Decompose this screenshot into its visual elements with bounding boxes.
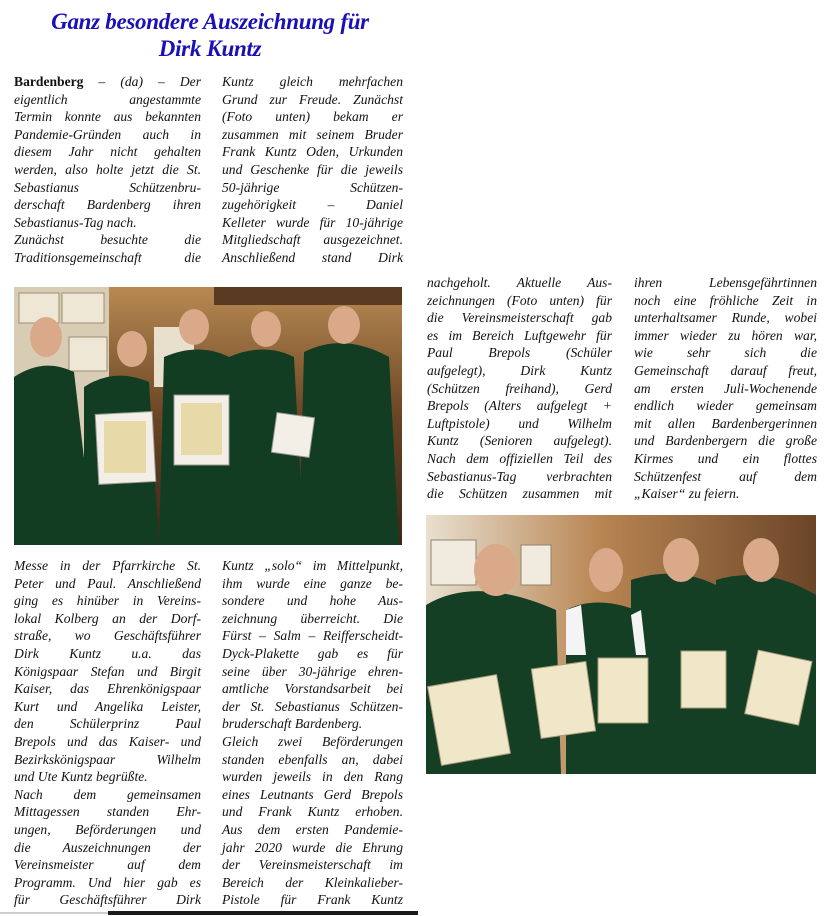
text-line: ungen, Beförderungen und: [14, 821, 201, 837]
text-line: Nach dem gemeinsamen: [14, 786, 201, 802]
text-line: Königspaar Stefan und Birgit: [14, 663, 201, 679]
text-line: die Vereinsmeisterschaft gab: [427, 310, 612, 326]
text-line: ihren Lebensgefährtinnen: [634, 275, 817, 290]
text-line: bruderschaft Bardenberg.: [222, 716, 363, 732]
photo-five-men-certificates: [14, 287, 402, 545]
text-line: standen ebenfalls an, dabei: [222, 751, 403, 767]
text-line: aufgelegt), Dirk Kuntz: [427, 362, 612, 378]
text-line: amtliche Vorstandsarbeit bei: [222, 681, 403, 697]
text-line: ging es hinüber in Vereins-: [14, 593, 201, 609]
text-line: Termin konnte aus bekannten: [14, 109, 201, 125]
text-line: Fürst – Salm – Reifferscheidt-: [222, 628, 403, 644]
text-line: die Schützen zusammen mit: [427, 486, 612, 502]
dateline: Bardenberg: [14, 74, 99, 89]
photo-2-illustration: [426, 515, 816, 774]
text-line: derschaft Bardenberg ihren: [14, 197, 201, 213]
text-line: Kaiser, das Ehrenkönigspaar: [14, 681, 201, 697]
text-line: Peter und Paul. Anschließend: [14, 575, 201, 591]
text-line: und Ute Kuntz begrüßte.: [14, 769, 148, 785]
text-line: und Frank Kuntz erhoben.: [222, 804, 403, 820]
text-line: endlich wieder gemeinsam: [634, 398, 817, 414]
text-line: jahr 2020 wurde die Ehrung: [222, 839, 403, 855]
text-line: Bezirkskönigspaar Wilhelm: [14, 751, 201, 767]
text-column-2b: [222, 557, 403, 909]
text-line: eines Leutnants Gerd Brepols: [222, 786, 403, 802]
photo-four-club-champions: [426, 515, 816, 774]
text-column-1a: [14, 73, 201, 267]
text-line: und Geschenke für die jeweils: [222, 161, 403, 177]
text-line: Nach dem offiziellen Teil des: [427, 450, 612, 466]
text-line: der St. Sebastianus Schützen-: [222, 698, 403, 714]
text-line: zugehörigkeit – Daniel: [222, 197, 403, 213]
text-line: ihm wurde eine ganze be-: [222, 575, 403, 591]
text-line: werden, also holte jetzt die St.: [14, 161, 201, 177]
text-line: Grund zur Freude. Zunächst: [222, 91, 403, 107]
text-line: Dirk Kuntz u.a. das: [14, 645, 201, 661]
text-column-3a: [427, 274, 612, 503]
text-line: Kurt und Angelika Leister,: [14, 698, 201, 714]
title-line-2: Dirk Kuntz: [158, 36, 262, 61]
text-line: die Auszeichnungen der: [14, 839, 201, 855]
text-line: Sebastianus-Tag nach.: [14, 214, 137, 230]
text-line: Kirmes und ein flottes: [634, 450, 817, 466]
text-line: Mitgliedschaft ausgezeichnet.: [222, 232, 403, 248]
page-edge-rule: [108, 911, 418, 915]
text-line: 50-jährige Schützen-: [222, 179, 403, 195]
text-line: unterhaltsamer Runde, wobei: [634, 310, 817, 326]
text-line: sondere und hohe Aus-: [222, 593, 403, 609]
text-line: Gleich zwei Beförderungen: [222, 733, 403, 749]
text-line: für Geschäftsführer Dirk: [14, 892, 201, 908]
text-line: Bereich der Kleinkalieber-: [222, 874, 403, 890]
text-line: wie sehr sich die: [634, 345, 817, 361]
text-line: Kuntz gleich mehrfachen: [222, 74, 403, 89]
photo-1-illustration: [14, 287, 402, 545]
text-line: Aus dem ersten Pandemie-: [222, 821, 403, 837]
text-column-1b: [222, 73, 403, 267]
text-line: (Schützen freihand), Gerd: [427, 380, 612, 396]
text-line: Pandemie-Gründen auch in: [14, 126, 201, 142]
article-title: [0, 8, 420, 62]
text-line: seine über 30-jährige ehren-: [222, 663, 403, 679]
text-line: und Bardenbergern die große: [634, 433, 817, 449]
page-edge-rule-light: [0, 912, 108, 914]
text-line: zeichnungen (Foto unten) für: [427, 292, 612, 308]
text-line: Vereinsmeister auf dem: [14, 857, 201, 873]
text-line: immer wieder zu hören war,: [634, 327, 817, 343]
text-line: noch eine fröhliche Zeit in: [634, 292, 817, 308]
text-line: mit allen Bardenbergerinnen: [634, 415, 817, 431]
text-line: Programm. Und hier gab es: [14, 874, 201, 890]
text-line: Dyck-Plakette gab es für: [222, 645, 403, 661]
text-line: Pistole für Frank Kuntz: [222, 892, 403, 908]
text-line: Paul Brepols (Schüler: [427, 345, 612, 361]
text-line: Messe in der Pfarrkirche St.: [14, 558, 201, 573]
title-line-1: Ganz besondere Auszeichnung für: [51, 9, 369, 34]
text-line: „Kaiser“ zu feiern.: [634, 486, 740, 502]
text-line: Kuntz (Senioren aufgelegt).: [427, 433, 612, 449]
text-line: Sebastianus-Tag verbrachten: [427, 468, 612, 484]
text-line: zusammen mit seinem Bruder: [222, 126, 403, 142]
text-line: lokal Kolberg an der Dorf-: [14, 610, 201, 626]
text-line: diesem Jahr nicht gehalten: [14, 144, 201, 160]
text-line: wurden jeweils in den Rang: [222, 769, 403, 785]
text-line: den Schülerprinz Paul: [14, 716, 201, 732]
text-line: Schützenfest auf dem: [634, 468, 817, 484]
text-line: Brepols (Alters aufgelegt +: [427, 398, 612, 414]
text-line: es im Bereich Luftgewehr für: [427, 327, 612, 343]
text-line: Anschließend stand Dirk: [222, 249, 403, 265]
text-line-rest: – (da) – Der: [98, 74, 202, 89]
text-line: Mittagessen standen Ehr-: [14, 804, 201, 820]
text-line: zeichnung überreicht. Die: [222, 610, 403, 626]
text-column-2a: [14, 557, 201, 909]
text-line: Gemeinschaft darauf freut,: [634, 362, 817, 378]
text-line: am ersten Juli-Wochenende: [634, 380, 817, 396]
text-line: Kuntz „solo“ im Mittelpunkt,: [222, 558, 403, 573]
text-line: Kelleter wurde für 10-jährige: [222, 214, 403, 230]
text-line: der Vereinsmeisterschaft im: [222, 857, 403, 873]
text-line: [14, 73, 201, 91]
text-line: eigentlich angestammte: [14, 91, 201, 107]
text-line: nachgeholt. Aktuelle Aus-: [427, 275, 612, 290]
text-line: Sebastianus Schützenbru-: [14, 179, 201, 195]
text-line: Traditionsgemeinschaft die: [14, 249, 201, 265]
text-line: straße, wo Geschäftsführer: [14, 628, 201, 644]
text-line: (Foto unten) bekam er: [222, 109, 403, 125]
text-column-3b: [634, 274, 817, 503]
text-line: Brepols und das Kaiser- und: [14, 733, 201, 749]
text-line: Frank Kuntz Oden, Urkunden: [222, 144, 403, 160]
text-line: Zunächst besuchte die: [14, 232, 201, 248]
text-line: Luftpistole) und Wilhelm: [427, 415, 612, 431]
